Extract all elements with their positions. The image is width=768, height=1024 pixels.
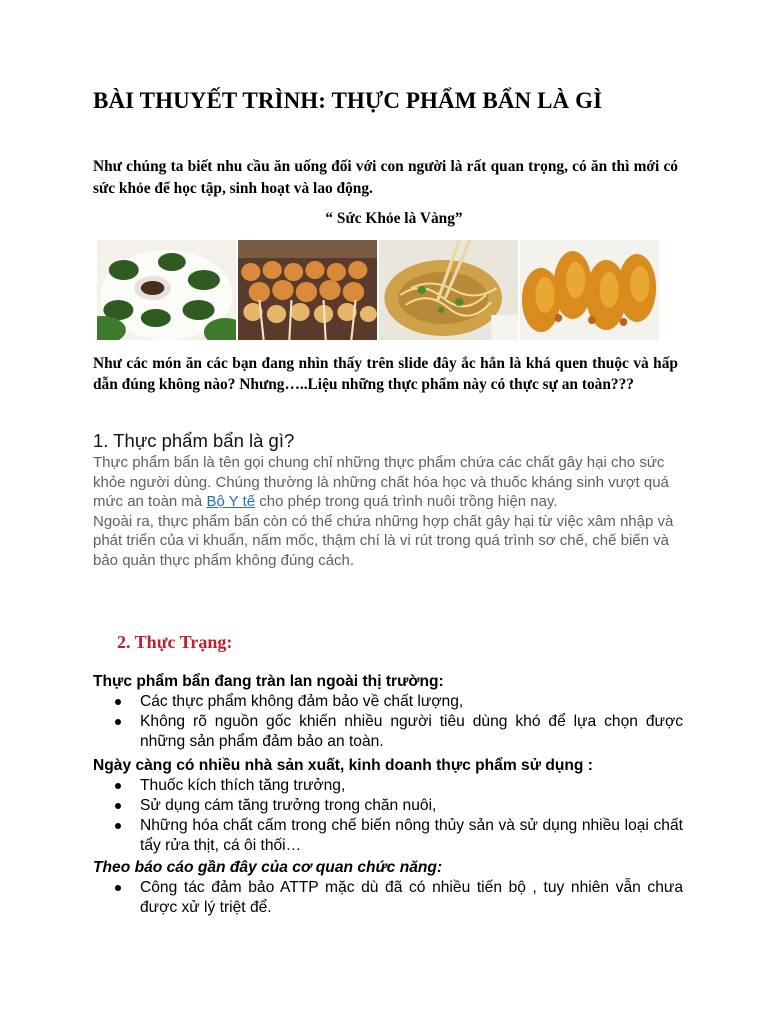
list-item: Không rõ nguồn gốc khiến nhiều người tiêu dùng khó để lựa chọn được những sản phẩm đảm bảo an toàn.	[93, 712, 683, 752]
section1-text-before-link: Thực phẩm bẩn là tên gọi chung chỉ những thực phẩm chứa các chất gây hại cho sức khỏe người dùng. Chúng thường là những chất hóa học và thuốc kháng sinh vượt quá mức an toàn mà	[93, 454, 669, 510]
list-item: Thuốc kích thích tăng trưởng,	[93, 776, 683, 796]
intro-paragraph: Như chúng ta biết nhu cầu ăn uống đối với con người là rất quan trọng, có ăn thì mới có sức khỏe để học tập, sinh hoạt và lao động.	[93, 158, 678, 197]
section1-paragraph-2: Ngoài ra, thực phẩm bẩn còn có thể chứa những hợp chất gây hại từ việc xâm nhập và phát triển của vi khuẩn, nấm mốc, thậm chí là vi rút trong quá trình sơ chế, chế biến và bảo quản thực phẩm không đúng cách.	[93, 512, 674, 569]
bullet-icon	[115, 719, 121, 725]
section1-text-after-link: cho phép trong quá trình nuôi trồng hiện nay.	[255, 493, 558, 510]
fried-chicken-photo	[520, 240, 659, 340]
bullet-icon	[115, 699, 121, 705]
hook-text: Như các món ăn các bạn đang nhìn thấy trên slide đây ắc hẳn là khá quen thuộc và hấp dẫn đúng không nào? Nhưng…..	[93, 355, 678, 393]
hook-question: Liệu những thực phẩm này có thực sự an toàn???	[307, 376, 634, 393]
bullet-list	[93, 878, 683, 918]
section1-heading: 1. Thực phẩm bẩn là gì?	[93, 430, 295, 451]
bullet-list	[93, 776, 683, 856]
bullet-icon	[115, 885, 121, 891]
status-group-report	[93, 858, 683, 918]
list-item: Công tác đảm bảo ATTP mặc dù đã có nhiều tiến bộ , tuy nhiên vẫn chưa được xử lý triệt để.	[93, 878, 683, 918]
group-lead: Thực phẩm bẩn đang tràn lan ngoài thị trường:	[93, 673, 444, 690]
fishballs-photo	[238, 240, 377, 340]
food-photo-strip	[97, 240, 659, 340]
bullet-icon	[115, 803, 121, 809]
section1-body	[93, 453, 683, 570]
bullet-list	[93, 692, 683, 752]
list-item: Những hóa chất cấm trong chế biến nông thủy sản và sử dụng nhiều loại chất tẩy rửa thịt, cá ôi thối…	[93, 816, 683, 856]
document-title: BÀI THUYẾT TRÌNH: THỰC PHẨM BẨN LÀ GÌ	[93, 88, 603, 113]
group-lead: Ngày càng có nhiều nhà sản xuất, kinh doanh thực phẩm sử dụng :	[93, 757, 593, 774]
quote-line: “ Sức Khỏe là Vàng”	[325, 210, 463, 227]
status-group-producers	[93, 756, 683, 856]
bullet-icon	[115, 783, 121, 789]
group-lead: Theo báo cáo gần đây của cơ quan chức năng:	[93, 859, 443, 876]
bullet-icon	[115, 823, 121, 829]
list-item: Các thực phẩm không đảm bảo về chất lượng,	[93, 692, 683, 712]
noodle-salad-photo	[379, 240, 518, 340]
status-group-market	[93, 672, 683, 752]
wrapped-rolls-photo	[97, 240, 236, 340]
list-item: Sử dụng cám tăng trưởng trong chăn nuôi,	[93, 796, 683, 816]
section2-heading: 2. Thực Trạng:	[117, 632, 233, 652]
bo-y-te-link[interactable]: Bộ Y tế	[206, 493, 256, 510]
hook-paragraph	[93, 353, 678, 395]
